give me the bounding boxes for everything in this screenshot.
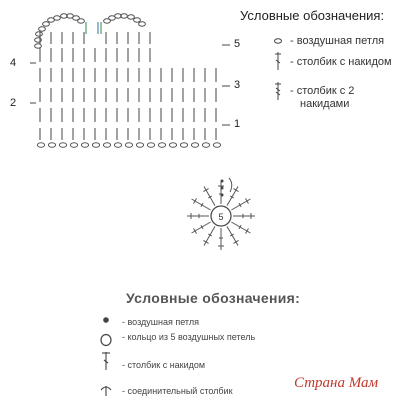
motif-spoke-crossbar — [194, 198, 197, 203]
legend-bottom-label-dc: - столбик с накидом — [122, 360, 206, 370]
legend-top-label-chain: - воздушная петля — [290, 35, 385, 47]
legend-bottom-label-slip: - соединительный столбик — [122, 386, 233, 396]
motif-spoke-stitch — [227, 187, 238, 206]
motif-spoke-stitch — [204, 187, 215, 206]
motif-spoke-crossbar — [245, 228, 248, 233]
center-ring-label: 5 — [218, 212, 224, 222]
row-number-5: 5 — [234, 38, 241, 50]
motif-spoke-stitch — [227, 226, 238, 245]
chain-stitch-icon — [103, 317, 109, 323]
motif-spoke-crossbar — [194, 228, 197, 233]
motif-chain-dots — [221, 180, 224, 197]
site-watermark: Страна Мам — [294, 375, 379, 391]
double-crochet-icon — [102, 352, 110, 370]
motif-spoke-stitch — [192, 222, 211, 233]
motif-spoke-crossbar — [203, 189, 208, 192]
row-number-2: 2 — [10, 97, 17, 109]
motif-spoke-crossbar — [233, 189, 238, 192]
legend-bottom-title: Условные обозначения: — [126, 290, 301, 306]
motif-spoke-crossbar — [203, 240, 208, 243]
row-number-1: 1 — [234, 118, 241, 130]
ring-icon — [101, 335, 111, 346]
motif-spoke-crossbar — [233, 240, 238, 243]
legend-top-label-tr-cont: накидами — [300, 98, 350, 110]
legend-bottom-symbols — [96, 312, 118, 400]
motif-start-arrow — [229, 178, 232, 192]
legend-top-label-dc: - столбик с накидом — [290, 56, 392, 68]
row-number-3: 3 — [234, 79, 241, 91]
motif-spoke-stitch — [231, 199, 250, 210]
legend-bottom-label-chain: - воздушная петля — [122, 317, 199, 327]
legend-top-label-tr: - столбик с 2 — [290, 85, 355, 97]
motif-spoke-stitch — [231, 222, 250, 233]
row-number-4: 4 — [10, 57, 17, 69]
motif-spoke-crossbar — [245, 198, 248, 203]
slip-stitch-icon — [101, 386, 111, 396]
motif-spoke-stitch — [204, 226, 215, 245]
legend-bottom-label-ring: - кольцо из 5 воздушных петель — [122, 332, 256, 342]
motif-spoke-stitch — [192, 199, 211, 210]
legend-top-title: Условные обозначения: — [240, 8, 385, 23]
